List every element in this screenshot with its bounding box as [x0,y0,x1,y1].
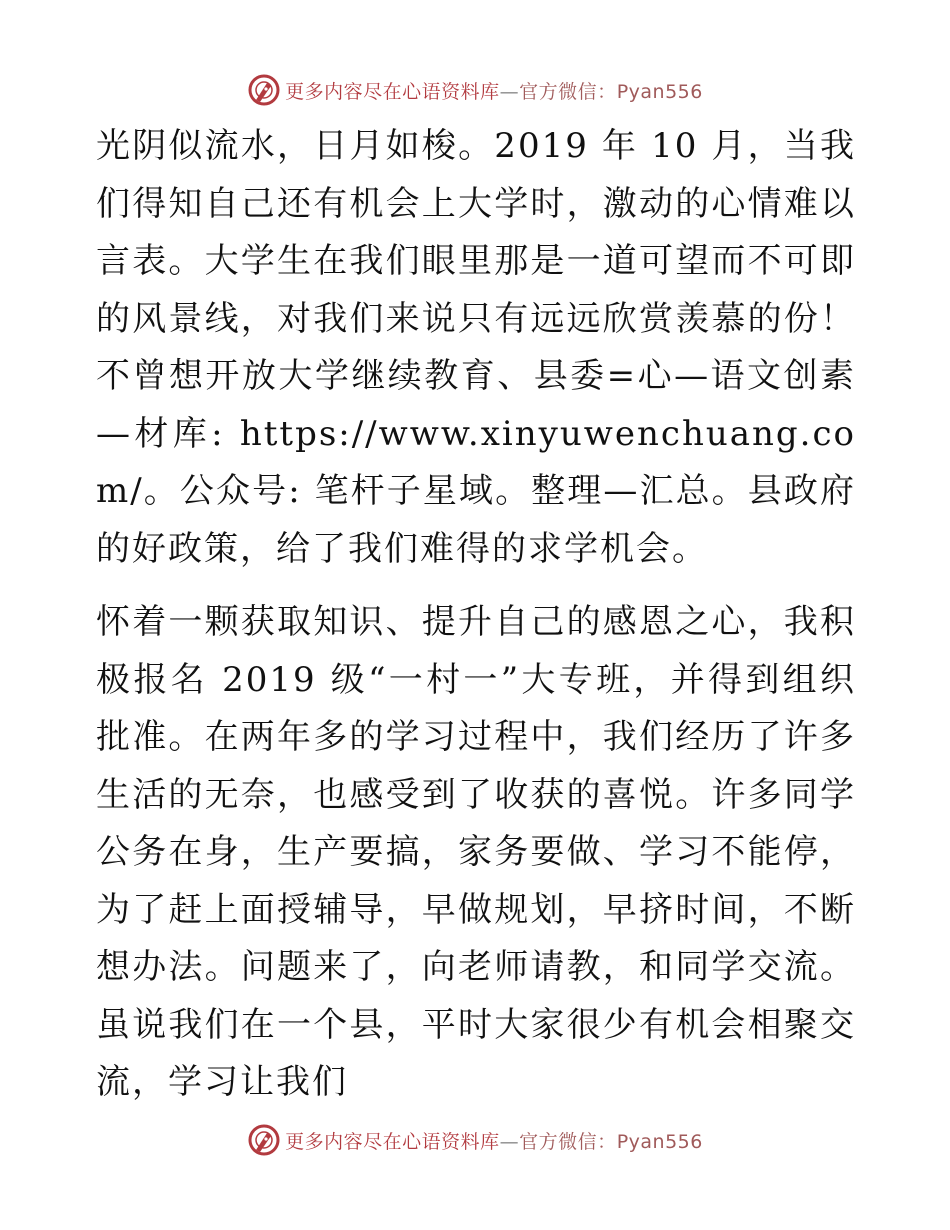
footer-text [285,1127,703,1154]
document-body [96,118,856,1128]
header-text [285,77,703,104]
header-wechat-id: Pyan556 [616,80,703,103]
header-wechat-label: 官方微信： [519,80,617,103]
footer-wechat-label: 官方微信： [519,1130,617,1153]
header-main-text: 更多内容尽在心语资料库 [285,80,500,103]
footer-main-text: 更多内容尽在心语资料库 [285,1130,500,1153]
pen-nib-logo-icon [247,73,281,107]
pen-nib-logo-icon [247,1123,281,1157]
header-separator: — [499,80,520,103]
header-banner [0,70,950,110]
paragraph-2: 怀着一颗获取知识、提升自己的感恩之心，我积极报名 2019 级“一村一”大专班，并得到组织批准。在两年多的学习过程中，我们经历了许多生活的无奈，也感受到了收获的喜悦。许多同学公务在身，生产要搞，家务要做、学习不能停，为了赶上面授辅导，早做规划，早挤时间，不断想办法。问题来了，向老师请教，和同学交流。虽说我们在一个县，平时大家很少有机会相聚交流，学习让我们 [96,602,856,1102]
footer-separator: — [499,1130,520,1153]
footer-banner [0,1120,950,1160]
paragraph-1: 光阴似流水，日月如梭。2019 年 10 月，当我们得知自己还有机会上大学时，激动的心情难以言表。大学生在我们眼里那是一道可望而不可即的风景线，对我们来说只有远远欣赏羡慕的份！不曾想开放大学继续教育、县委=心—语文创素—材库: https://www.xinyuwenchuang.com/。公众号: 笔杆子星域。整理—汇总。县政府的好政策，给了我们难得的求学机会。 [96,126,856,569]
footer-wechat-id: Pyan556 [616,1130,703,1153]
